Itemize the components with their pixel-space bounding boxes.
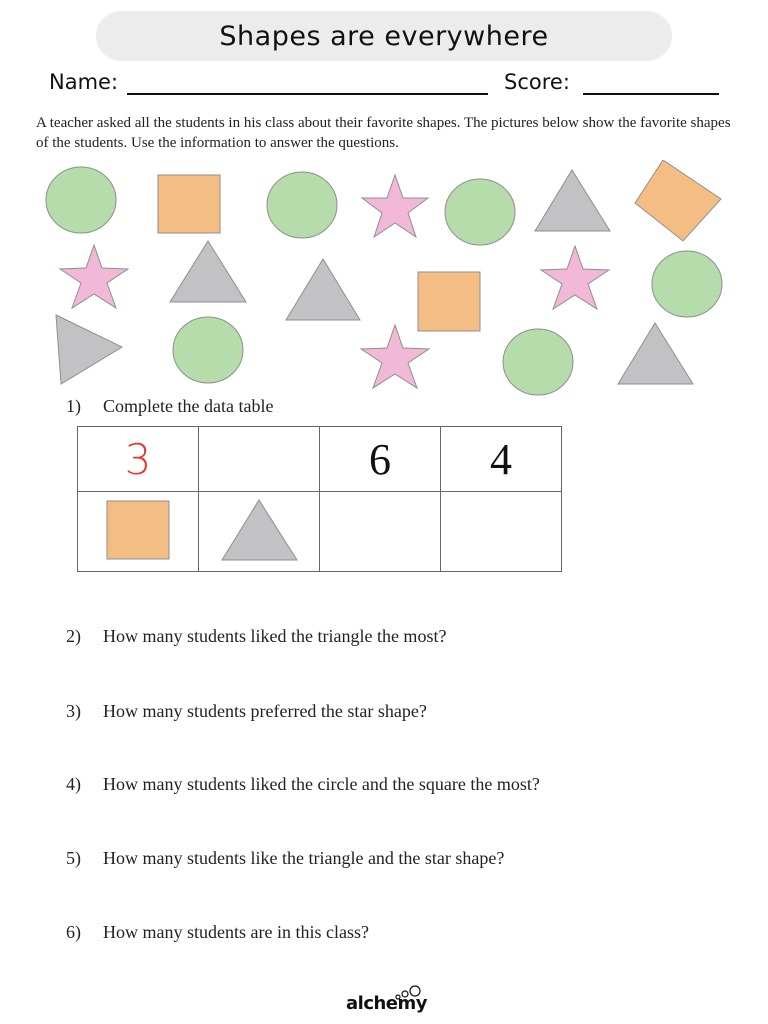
count-cell-3[interactable] xyxy=(320,427,441,492)
count-cell-square[interactable] xyxy=(78,427,199,492)
circle-shape xyxy=(46,167,116,233)
question-number: 1) xyxy=(66,396,81,416)
circle-shape xyxy=(267,172,337,238)
favorite-shapes-picture xyxy=(0,160,768,396)
question-number: 5) xyxy=(66,848,81,868)
title-banner xyxy=(96,11,672,61)
score-blank-line[interactable] xyxy=(583,93,719,95)
score-label: Score: xyxy=(504,70,570,94)
question-number: 2) xyxy=(66,626,81,646)
name-blank-line[interactable] xyxy=(127,93,488,95)
square-shape xyxy=(418,272,480,331)
star-shape xyxy=(541,246,609,309)
question-6 xyxy=(66,922,369,943)
question-number: 4) xyxy=(66,774,81,794)
logo-text: alchemy xyxy=(346,993,427,1014)
alchemy-logo xyxy=(346,985,426,1019)
instructions-paragraph: A teacher asked all the students in his class about their favorite shapes. The pictures below show the favorite shapes of the students. Use the information to answer the questions. xyxy=(36,115,731,151)
shape-cell-empty[interactable] xyxy=(441,492,562,572)
name-label: Name: xyxy=(49,70,119,94)
triangle-shape xyxy=(535,170,610,231)
circle-shape xyxy=(652,251,722,317)
triangle-shape xyxy=(618,323,693,384)
question-text: How many students liked the circle and the square the most? xyxy=(103,774,540,794)
shape-cell-triangle xyxy=(199,492,320,572)
question-3 xyxy=(66,701,427,722)
question-text: How many students preferred the star shape? xyxy=(103,701,427,721)
question-number: 6) xyxy=(66,922,81,942)
count-cell-triangle[interactable] xyxy=(199,427,320,492)
question-text: How many students are in this class? xyxy=(103,922,369,942)
star-shape xyxy=(361,325,429,388)
bubbles-icon xyxy=(346,985,426,1019)
triangle-shape xyxy=(56,315,122,384)
data-table xyxy=(77,426,562,572)
question-text: Complete the data table xyxy=(103,396,274,416)
shape-cell-square xyxy=(78,492,199,572)
question-text: How many students liked the triangle the most? xyxy=(103,626,447,646)
question-4 xyxy=(66,774,540,795)
triangle-icon xyxy=(219,498,299,562)
name-score-row xyxy=(49,70,729,100)
square-icon xyxy=(103,498,173,562)
star-shape xyxy=(60,245,128,308)
square-shape xyxy=(635,160,721,241)
question-2 xyxy=(66,626,446,647)
question-5 xyxy=(66,848,504,869)
circle-shape xyxy=(503,329,573,395)
question-1 xyxy=(66,396,273,417)
shape-cell-empty[interactable] xyxy=(320,492,441,572)
shape-row xyxy=(78,492,562,572)
star-shape xyxy=(362,175,428,237)
question-number: 3) xyxy=(66,701,81,721)
square-shape xyxy=(158,175,220,233)
count-value: 4 xyxy=(490,434,512,484)
worksheet-title: Shapes are everywhere xyxy=(219,20,549,52)
count-row xyxy=(78,427,562,492)
count-value: 6 xyxy=(369,434,391,484)
triangle-shape xyxy=(286,259,360,320)
traced-number: 3 xyxy=(124,434,152,484)
circle-shape xyxy=(445,179,515,245)
circle-shape xyxy=(173,317,243,383)
count-cell-4[interactable] xyxy=(441,427,562,492)
triangle-shape xyxy=(170,241,246,302)
question-text: How many students like the triangle and the star shape? xyxy=(103,848,505,868)
